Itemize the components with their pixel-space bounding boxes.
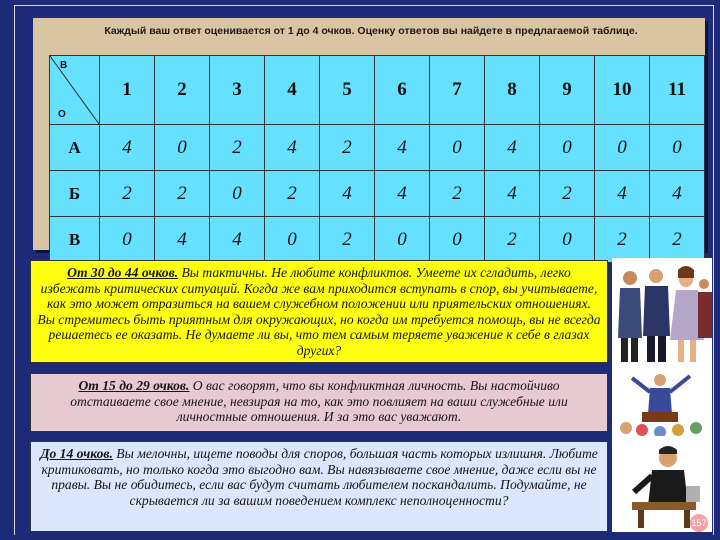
column-header: 3 (210, 56, 265, 125)
table-row (50, 125, 705, 171)
score-cell: 0 (100, 217, 155, 263)
score-cell: 2 (430, 171, 485, 217)
score-cell: 0 (430, 125, 485, 171)
result-box-low (30, 441, 608, 532)
column-header: 1 (100, 56, 155, 125)
score-cell: 4 (375, 125, 430, 171)
table-row (50, 171, 705, 217)
scoring-panel (33, 18, 705, 250)
frame-right-line (713, 5, 714, 535)
score-cell: 4 (650, 171, 705, 217)
score-cell: 2 (210, 125, 265, 171)
column-header: 9 (540, 56, 595, 125)
score-cell: 2 (320, 217, 375, 263)
score-cell: 2 (485, 217, 540, 263)
score-cell: 4 (100, 125, 155, 171)
table-row (50, 217, 705, 263)
instructions-header: Каждый ваш ответ оценивается от 1 до 4 очков. Оценку ответов вы найдете в предлагаемой таблице. (104, 25, 638, 37)
result-description: Вы мелочны, ищете поводы для споров, большая часть которых излишня. Любите критиковать, но только когда это выгодно вам. Вы навязываете свое мнение, даже если вы не правы. Вы не обидитесь, если вас будут считать любителем поскандалить. Подумайте, не скрывается ли за вашим поведением комплекс неполноценности? (41, 446, 598, 508)
frame-left-line (14, 5, 15, 535)
score-cell: 0 (265, 217, 320, 263)
score-cell: 0 (430, 217, 485, 263)
score-cell: 2 (540, 171, 595, 217)
score-cell: 2 (100, 171, 155, 217)
result-range-label: От 15 до 29 очков. (78, 378, 190, 393)
table-header-row (50, 56, 705, 125)
score-cell: 4 (485, 125, 540, 171)
column-header: 2 (155, 56, 210, 125)
column-header: 10 (595, 56, 650, 125)
score-cell: 2 (155, 171, 210, 217)
column-header: 6 (375, 56, 430, 125)
score-cell: 0 (540, 125, 595, 171)
score-cell: 4 (155, 217, 210, 263)
business-people-illustration (612, 258, 712, 368)
score-cell: 2 (650, 217, 705, 263)
result-description: Вы тактичны. Не любите конфликтов. Умеете их сгладить, легко избежать критических ситуаций. Когда же вам приходится вступать в спор, вы учитываете, как это может отразиться на вашем служебном положении или приятельских отношениях. Вы стремитесь быть приятным для окружающих, но когда им требуется помощь, вы не всегда решаетесь ее оказать. Не думаете ли вы, что тем самым теряете уважение к себе в глазах других? (37, 265, 601, 358)
score-cell: 4 (375, 171, 430, 217)
score-cell: 0 (210, 171, 265, 217)
score-cell: 0 (650, 125, 705, 171)
row-label: В (50, 217, 100, 263)
column-header: 7 (430, 56, 485, 125)
corner-label-answer: О (58, 109, 66, 120)
score-cell: 4 (210, 217, 265, 263)
result-box-medium (30, 373, 608, 432)
result-box-high (30, 260, 608, 363)
result-range-label: От 30 до 44 очков. (67, 265, 179, 280)
score-cell: 2 (265, 171, 320, 217)
corner-cell (50, 56, 100, 125)
row-label: А (50, 125, 100, 171)
column-header: 11 (650, 56, 705, 125)
frame-top-line (14, 5, 714, 6)
score-cell: 2 (320, 125, 375, 171)
score-cell: 0 (155, 125, 210, 171)
scoring-table (49, 55, 705, 263)
row-label: Б (50, 171, 100, 217)
score-cell: 4 (595, 171, 650, 217)
score-cell: 4 (265, 125, 320, 171)
score-cell: 0 (375, 217, 430, 263)
speaker-illustration (612, 368, 712, 440)
column-header: 8 (485, 56, 540, 125)
score-cell: 0 (595, 125, 650, 171)
result-description: О вас говорят, что вы конфликтная личность. Вы настойчиво отстаиваете свое мнение, невзирая на то, как это повлияет на ваши служебные или личностные отношения. И за это вас уважают. (70, 378, 568, 424)
score-cell: 2 (595, 217, 650, 263)
result-range-label: До 14 очков. (40, 446, 113, 461)
corner-label-question: В (60, 60, 68, 71)
column-header: 4 (265, 56, 320, 125)
column-header: 5 (320, 56, 375, 125)
score-cell: 4 (320, 171, 375, 217)
score-cell: 0 (540, 217, 595, 263)
page-number-badge: 157 (690, 514, 708, 532)
score-cell: 4 (485, 171, 540, 217)
